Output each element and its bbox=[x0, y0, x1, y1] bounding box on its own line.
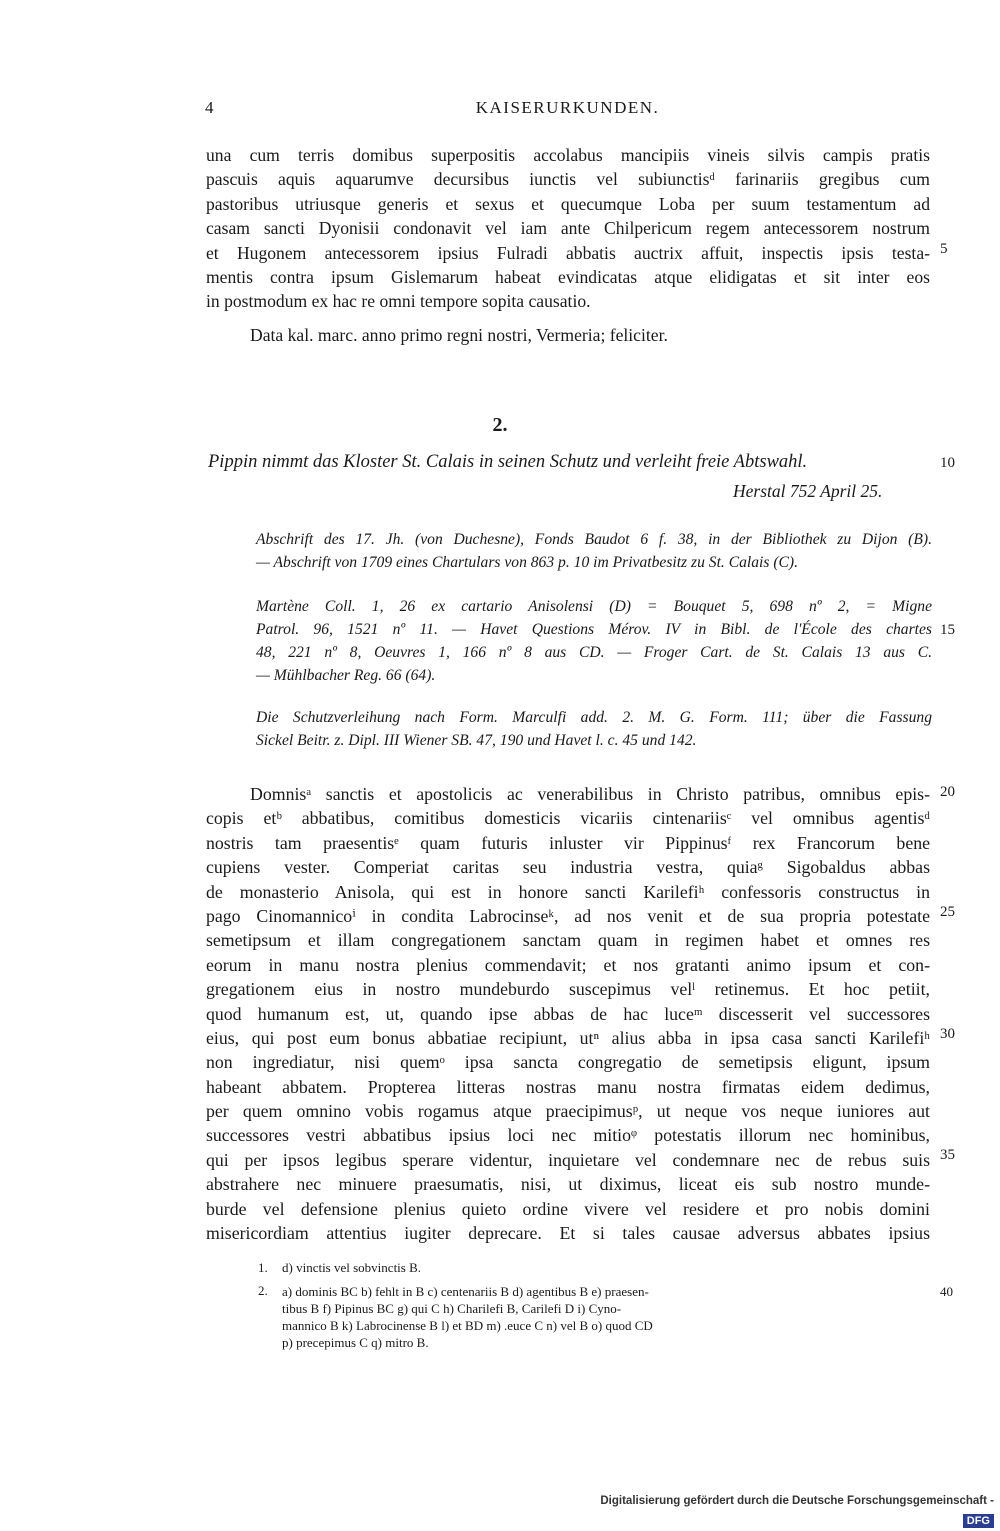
document-number: 2. bbox=[492, 414, 508, 436]
apparatus-line: Die Schutzverleihung nach Form. Marculfi add. 2. M. G. Form. 111; über die Fassung bbox=[256, 709, 932, 726]
text-line: quod humanum est, ut, quando ipse abbas de hac luceᵐ discesserit vel successores bbox=[206, 1003, 930, 1024]
text-line: casam sancti Dyonisii condonavit vel iam ante Chilpericum regem antecessorem nostrum bbox=[206, 218, 930, 239]
page-number: 4 bbox=[205, 98, 215, 117]
apparatus-line: Patrol. 96, 1521 nº 11. — Havet Questions Mérov. IV in Bibl. de l'École des chartes bbox=[256, 621, 932, 638]
digitization-footer bbox=[594, 1491, 1000, 1527]
text-line: qui per ipsos legibus sperare videntur, inquietare vel condemnare nec de rebus suis bbox=[206, 1149, 930, 1170]
text-line: burde vel defensione plenius quieto ordine vivere vel residere et pro nobis domini bbox=[206, 1198, 930, 1219]
text-line: gregationem eius in nostro mundeburdo suscepimus velˡ retinemus. Et hoc petiit, bbox=[206, 979, 930, 1000]
dating-clause: Data kal. marc. anno primo regni nostri, Vermeria; feliciter. bbox=[250, 325, 668, 345]
margin-line-number: 30 bbox=[940, 1026, 955, 1042]
footnote-line: a) dominis BC b) fehlt in B c) centenariis B d) agentibus B e) praesen- bbox=[282, 1284, 649, 1299]
text-line: Domnisᵃ sanctis et apostolicis ac venerabilibus in Christo patribus, omnibus epis- bbox=[250, 784, 930, 804]
apparatus-line: 48, 221 nº 8, Oeuvres 1, 166 nº 8 aus CD. — Froger Cart. de St. Calais 13 aus C. bbox=[256, 644, 932, 661]
text-line: pago Cinomannicoⁱ in condita Labrocinseᵏ, ad nos venit et de sua propria potestate bbox=[206, 905, 930, 926]
text-line: habeant abbatem. Propterea litteras nostras manu nostra firmatas eidem dedimus, bbox=[206, 1076, 930, 1097]
footnote-text: d) vinctis vel sobvinctis B. bbox=[282, 1260, 422, 1275]
text-line: semetipsum et illam congregationem sanctam quam in regimen habet et omnes res bbox=[206, 930, 930, 951]
text-line: successores vestri abbatibus ipsius loci nec mitioᵠ potestatis illorum nec hominibus, bbox=[206, 1125, 930, 1146]
place-date: Herstal 752 April 25. bbox=[733, 481, 883, 501]
doc2-main-text bbox=[206, 782, 930, 1245]
text-line: pascuis aquis aquarumve decursibus iunctis vel subiunctisᵈ farinariis gregibus cum bbox=[206, 169, 930, 190]
text-line: in postmodum ex hac re omni tempore sopita causatio. bbox=[206, 291, 591, 312]
margin-line-number: 5 bbox=[940, 241, 948, 257]
apparatus-line: Sickel Beitr. z. Dipl. III Wiener SB. 47, 190 und Havet l. c. 45 und 142. bbox=[256, 732, 697, 749]
document-heading: Pippin nimmt das Kloster St. Calais in seinen Schutz und verleiht freie Abtswahl. bbox=[208, 452, 808, 472]
apparatus-line: Martène Coll. 1, 26 ex cartario Anisolensi (D) = Bouquet 5, 698 nº 2, = Migne bbox=[256, 598, 932, 615]
text-line: non ingrediatur, nisi quemᵒ ipsa sancta congregatio de semetipsis eligunt, ipsum bbox=[206, 1052, 930, 1073]
footnote-line: p) precepimus C q) mitro B. bbox=[282, 1335, 429, 1350]
footnote-number: 2. bbox=[258, 1283, 268, 1298]
apparatus-line: Abschrift des 17. Jh. (von Duchesne), Fonds Baudot 6 f. 38, in der Bibliothek zu Dijon (B). bbox=[256, 531, 932, 548]
running-head bbox=[205, 98, 930, 122]
margin-line-number: 25 bbox=[940, 904, 955, 920]
text-line: copis etᵇ abbatibus, comitibus domesticis vicariis cintenariisᶜ vel omnibus agentisᵈ bbox=[206, 808, 930, 829]
text-line: per quem omnino vobis rogamus atque praecipimusᵖ, ut neque vos neque iuniores aut bbox=[206, 1101, 930, 1122]
text-line: abstrahere nec minuere praesumatis, nisi, ut diximus, liceat eis sub nostro munde- bbox=[206, 1174, 930, 1195]
apparatus-line: — Abschrift von 1709 eines Chartulars von 863 p. 10 im Privatbesitz zu St. Calais (C). bbox=[256, 554, 799, 571]
text-line: nostris tam praesentisᵉ quam futuris inluster vir Pippinusᶠ rex Francorum bene bbox=[206, 832, 930, 853]
text-line: de monasterio Anisola, qui est in honore sancti Karilefiʰ confessoris constructus in bbox=[206, 881, 930, 902]
text-line: eorum in manu nostra plenius commendavit; et nos gratanti animo ipsum et con- bbox=[206, 954, 930, 975]
text-line: misericordiam attentius iugiter deprecare. Et si tales causae adversus abbates ipsius bbox=[206, 1223, 930, 1244]
text-line: una cum terris domibus superpositis accolabus mancipiis vineis silvis campis pratis bbox=[206, 145, 930, 165]
footnote-line: mannico B k) Labrocinense B l) et BD m) .euce C n) vel B o) quod CD bbox=[282, 1318, 653, 1333]
doc1-continuation bbox=[206, 143, 930, 314]
apparatus-line: — Mühlbacher Reg. 66 (64). bbox=[256, 667, 436, 684]
footnote-line: tibus B f) Pipinus BC g) qui C h) Charilefi B, Carilefi D i) Cyno- bbox=[282, 1301, 622, 1316]
text-line: pastoribus utriusque generis et sexus et quecumque Loba per suum testamentum ad bbox=[206, 193, 930, 214]
dfg-logo-icon: DFG bbox=[963, 1514, 994, 1528]
margin-line-number: 40 bbox=[940, 1284, 953, 1299]
text-line: cupiens vester. Comperiat caritas seu industria vestra, quiaᵍ Sigobaldus abbas bbox=[206, 857, 930, 878]
margin-line-number: 20 bbox=[940, 784, 955, 800]
commentary-note bbox=[256, 706, 932, 752]
margin-line-number: 35 bbox=[940, 1147, 955, 1163]
text-line: eius, qui post eum bonus abbatiae recipiunt, utⁿ alius abba in ipsa casa sancti Karilefiʰ bbox=[206, 1027, 930, 1048]
tradition-note bbox=[256, 528, 932, 574]
margin-line-number: 10 bbox=[940, 455, 955, 471]
footnote-block bbox=[282, 1283, 932, 1351]
editions-note bbox=[256, 595, 932, 687]
text-line: mentis contra ipsum Gislemarum habeat evindicatas atque elidigatas et sit inter eos bbox=[206, 266, 930, 287]
text-line: et Hugonem antecessorem ipsius Fulradi abbatis auctrix affuit, inspectis ipsis testa- bbox=[206, 242, 930, 263]
margin-line-number: 15 bbox=[940, 622, 955, 638]
footer-text: Digitalisierung gefördert durch die Deutsche Forschungsgemeinschaft - bbox=[600, 1495, 994, 1507]
footnote-number: 1. bbox=[258, 1260, 268, 1275]
running-title: KAISERURKUNDEN. bbox=[475, 98, 660, 117]
